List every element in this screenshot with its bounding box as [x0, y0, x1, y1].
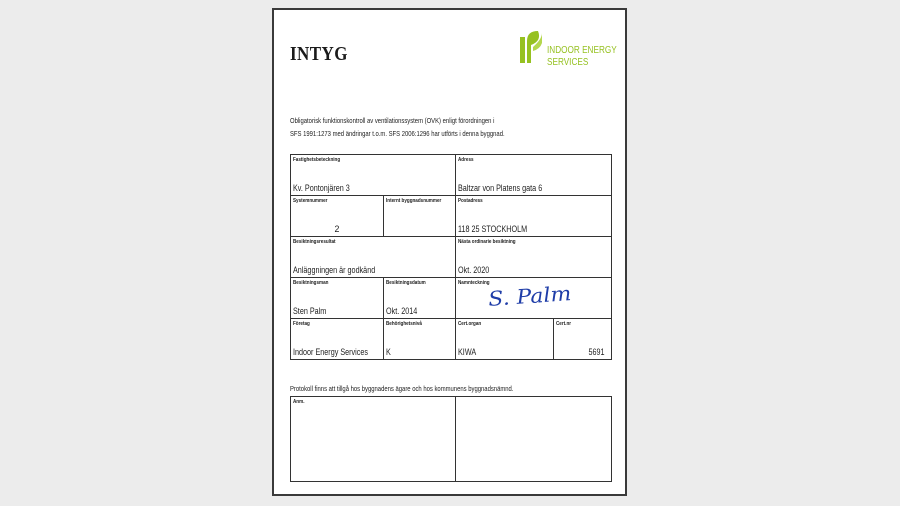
protocol-note: Protokoll finns att tillgå hos byggnadens ägare och hos kommunens byggnadsnämnd.: [290, 384, 514, 393]
field-besiktningsresultat: Besiktningsresultat Anläggningen är godkänd: [290, 236, 456, 278]
signature: S. Palm: [487, 281, 573, 311]
field-anm-right: [455, 396, 612, 482]
page-title: INTYG: [290, 43, 348, 65]
intro-text: Obligatorisk funktionskontroll av ventilationssystem (OVK) enligt förordningen i SFS 1991:1273 med ändringar t.o.m. SFS 2006:1296 har utförts i denna byggnad.: [290, 116, 505, 138]
logo-text: INDOOR ENERGY SERVICES: [547, 45, 617, 68]
field-fastighetsbeteckning: Fastighetsbeteckning Kv. Pontonjären 3: [290, 154, 456, 196]
certificate-document: [272, 8, 627, 496]
field-systemnummer: Systemnummer 2: [290, 195, 384, 237]
company-logo: [518, 29, 618, 79]
field-postadress: Postadress 118 25 STOCKHOLM: [455, 195, 612, 237]
field-adress: Adress Baltzar von Platens gata 6: [455, 154, 612, 196]
field-namnteckning: Namnteckning S. Palm: [455, 277, 612, 319]
field-nasta-besiktning: Nästa ordinarie besiktning Okt. 2020: [455, 236, 612, 278]
field-internt-byggnadsnummer: Internt byggnadsnummer: [383, 195, 456, 237]
field-foretag: Företag Indoor Energy Services: [290, 318, 384, 360]
leaf-logo-icon: [518, 29, 544, 67]
field-anm: Anm.: [290, 396, 456, 482]
field-cert-nr: Cert.nr 5691: [553, 318, 612, 360]
field-besiktningsman: Besiktningsman Sten Palm: [290, 277, 384, 319]
field-behorighetsniva: Behörighetsnivå K: [383, 318, 456, 360]
field-cert-organ: Cert.organ KIWA: [455, 318, 554, 360]
field-besiktningsdatum: Besiktningsdatum Okt. 2014: [383, 277, 456, 319]
